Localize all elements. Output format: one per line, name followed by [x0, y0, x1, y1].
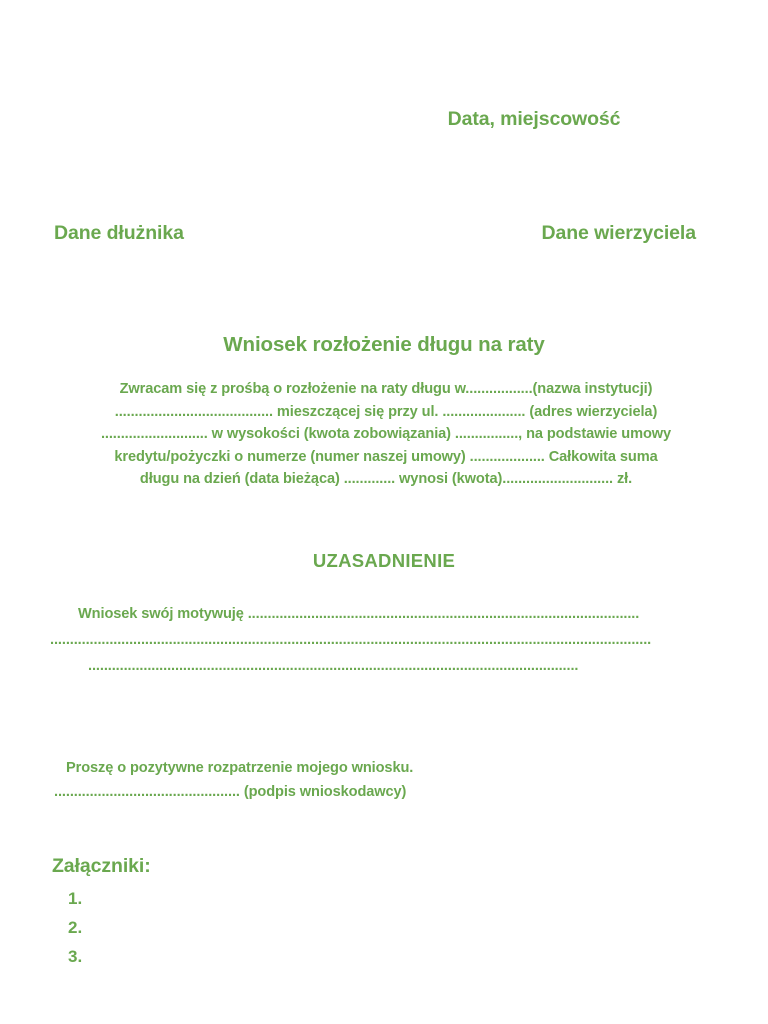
- body-line-1: Zwracam się z prośbą o rozłożenie na raty długu w.................(nazwa instytucji): [119, 381, 653, 397]
- creditor-details-label: Dane wierzyciela: [541, 222, 696, 244]
- list-item: 1.: [68, 889, 83, 908]
- body-line-4: kredytu/pożyczki o numerze (numer naszej umowy) ................... Całkowita suma: [114, 448, 658, 465]
- body-line-2: ........................................ mieszczącej się przy ul. ..................... (adres wierzyciela): [114, 403, 658, 420]
- attachments-list: [68, 884, 82, 971]
- parties-row: [0, 222, 768, 245]
- body-line-5: długu na dzień (data bieżąca) ............. wynosi (kwota)............................ zł.: [139, 471, 633, 487]
- applicant-signature-line: ............................................... (podpis wnioskodawcy): [54, 784, 407, 800]
- justification-fill-line-2: ........................................................................................................................................................: [50, 632, 652, 648]
- list-item: 2.: [68, 918, 83, 937]
- closing-request-text: Proszę o pozytywne rozpatrzenie mojego wniosku.: [66, 760, 414, 776]
- date-and-place-field: Data, miejscowość: [447, 108, 621, 130]
- debtor-details-label: Dane dłużnika: [54, 222, 184, 244]
- attachments-heading: Załączniki:: [52, 855, 151, 877]
- list-item: 3.: [68, 947, 83, 966]
- request-body-paragraph: [44, 378, 728, 491]
- justification-heading: UZASADNIENIE: [312, 550, 456, 571]
- document-title: Wniosek rozłożenie długu na raty: [223, 333, 545, 356]
- justification-fill-line-1: Wniosek swój motywuję ...................................................................................................: [78, 606, 640, 622]
- body-line-3: ........................... w wysokości (kwota zobowiązania) ................, na podstawie umowy: [100, 426, 672, 442]
- justification-fill-line-3: ............................................................................................................................: [88, 658, 579, 674]
